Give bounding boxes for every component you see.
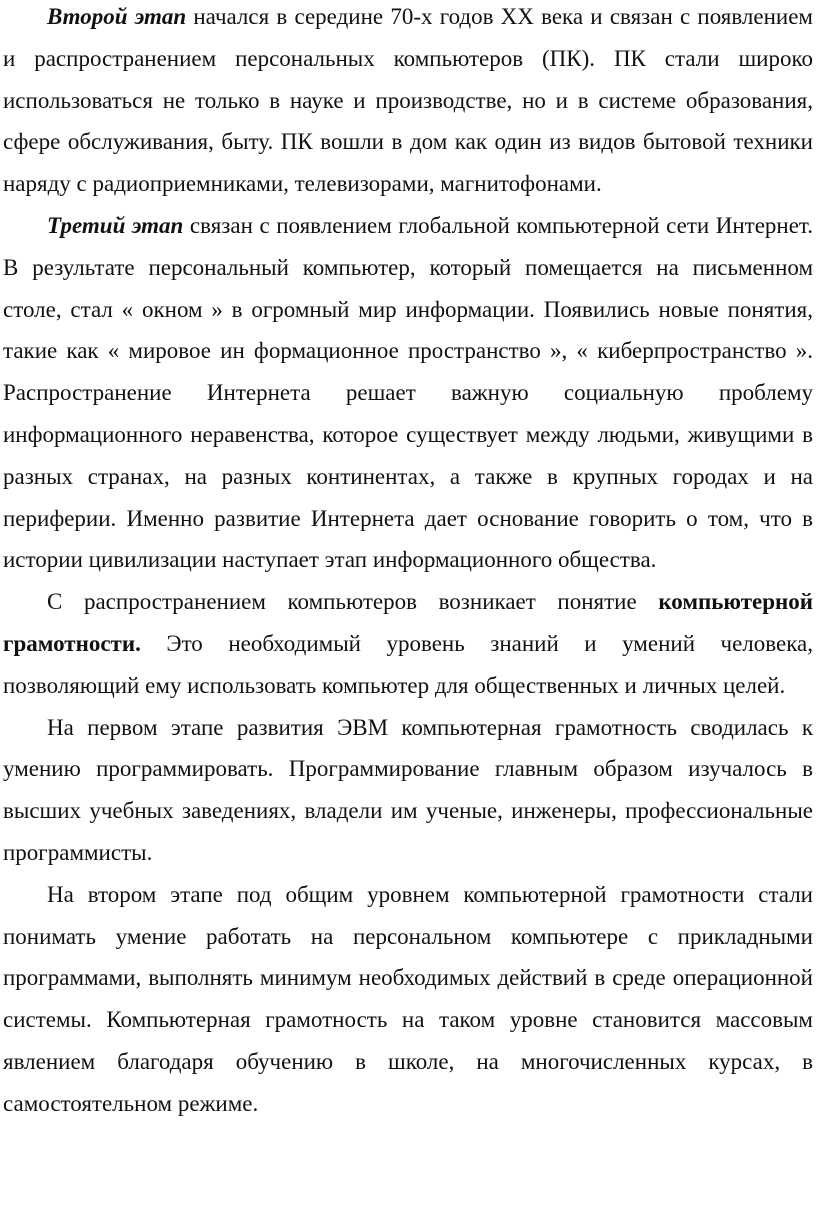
term-computer-literacy: компьютерной грамотности. (3, 589, 813, 656)
paragraph-second-stage (3, 0, 813, 205)
term-third-stage: Третий этап (47, 212, 184, 238)
document-page (3, 0, 813, 1125)
term-second-stage: Второй этап (47, 4, 187, 29)
paragraph-first-stage-literacy (3, 707, 813, 874)
paragraph-text: начался в середине 70-х годов XX века и связан с появлением и распространением персональных компьютеров (ПК). ПК стали широко использоваться не только в науке и производстве, но и в системе образования, сфере обслуживания, быту. ПК вошли в дом как один из видов бытовой техники наряду с радиоприемниками, телевизорами, магнитофонами. (3, 4, 813, 197)
paragraph-text: Это необходимый уровень знаний и умений человека, позволяющий ему использовать компьютер для общественных и личных целей. (3, 630, 813, 698)
paragraph-computer-literacy (3, 581, 813, 706)
paragraph-second-stage-literacy (3, 874, 813, 1125)
paragraph-text: На первом этапе развития ЭВМ компьютерная грамотность сводилась к умению программировать. Программирование главным образом изучалось в высших учебных заведениях, владели им ученые, инженеры, профессиональные программисты. (3, 714, 813, 865)
paragraph-third-stage (3, 205, 813, 581)
paragraph-text: На втором этапе под общим уровнем компьютерной грамотности стали понимать умение работать на персональном компьютере с прикладными программами, выполнять минимум необходимых действий в среде операционной системы. Компьютерная грамотность на таком уровне становится массовым явлением благодаря обучению в школе, на многочисленных курсах, в самостоятельном режиме. (3, 881, 813, 1116)
paragraph-text: С распространением компьютеров возникает понятие (47, 589, 659, 615)
paragraph-text: связан с появлением глобальной компьютерной сети Интернет. В результате персональный компьютер, который помещается на письменном столе, стал « окном » в огромный мир информации. Появились новые понятия, такие как « мировое ин формационное пространство », « киберпространство ». Распространение Интернета решает важную социальную проблему информационного неравенства, которое существует между людьми, живущими в разных странах, на разных континентах, а также в крупных городах и на периферии. Именно развитие Интернета дает основание говорить о том, что в истории цивилизации наступает этап информационного общества. (3, 212, 814, 573)
